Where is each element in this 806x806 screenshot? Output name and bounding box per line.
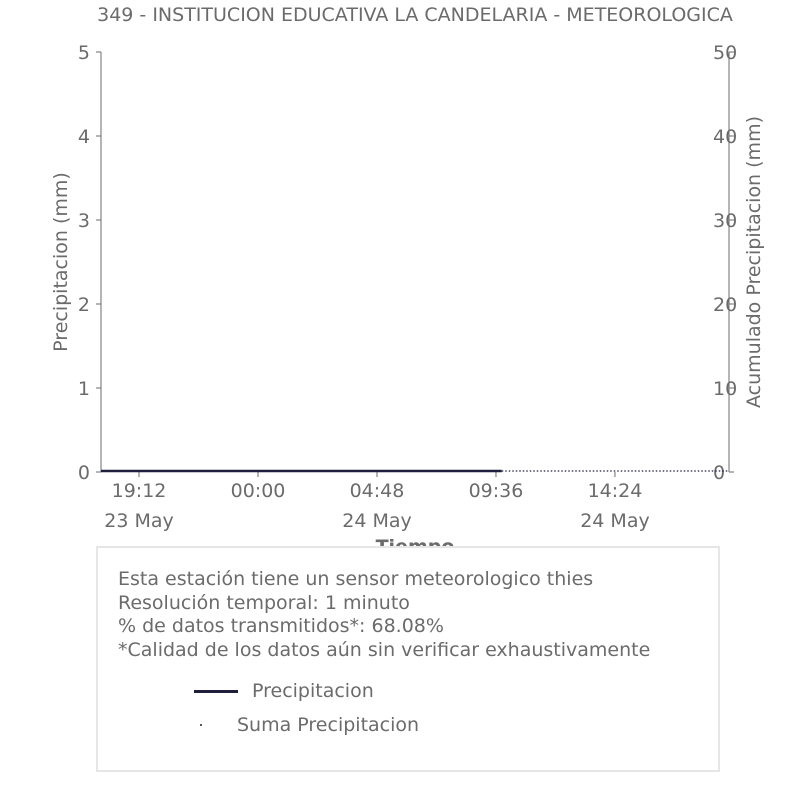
legend-label: Precipitacion [252, 680, 374, 702]
y2-tick-label: 40 [713, 126, 738, 148]
legend-dot-swatch [200, 724, 202, 726]
x-tick-date-label: 24 May [342, 510, 412, 532]
y-tick-label: 1 [77, 378, 90, 400]
x-tick-label: 14:24 [587, 480, 643, 502]
chart-title: 349 - INSTITUCION EDUCATIVA LA CANDELARIA - METEOROLOGICA [97, 4, 733, 26]
y2-axis-label: Acumulado Precipitacion (mm) [743, 116, 765, 408]
x-tick-date-label: 24 May [580, 510, 650, 532]
y2-tick-label: 30 [713, 210, 738, 232]
y2-tick-label: 10 [713, 378, 738, 400]
info-legend-box [96, 546, 720, 772]
legend-item-suma-precipitacion [98, 714, 419, 736]
x-tick-label: 00:00 [230, 480, 286, 502]
x-tick-label: 09:36 [468, 480, 524, 502]
legend-line-swatch [194, 690, 238, 693]
y-tick-label: 5 [77, 42, 90, 64]
x-tick-date-label: 23 May [104, 510, 174, 532]
legend-label: Suma Precipitacion [237, 714, 420, 736]
legend-item-precipitacion [194, 680, 374, 702]
y-tick-label: 4 [77, 126, 90, 148]
y-axis-label: Precipitacion (mm) [50, 172, 72, 352]
axes [78, 42, 737, 532]
x-tick-label: 04:48 [349, 480, 405, 502]
data-quality-note: *Calidad de los datos aún sin verificar exhaustivamente [118, 638, 651, 661]
station-info [118, 568, 650, 662]
y2-tick-label: 50 [713, 42, 738, 64]
y2-tick-label: 0 [713, 462, 726, 484]
temporal-resolution-text: Resolución temporal: 1 minuto [118, 591, 410, 614]
y2-tick-label: 20 [713, 294, 738, 316]
y-tick-label: 3 [77, 210, 90, 232]
station-sensor-text: Esta estación tiene un sensor meteorologico thies [118, 568, 594, 590]
data-transmitted-text: % de datos transmitidos*: 68.08% [118, 615, 444, 637]
x-tick-label: 19:12 [111, 480, 167, 502]
y-tick-label: 0 [77, 462, 90, 484]
y-tick-label: 2 [77, 294, 90, 316]
